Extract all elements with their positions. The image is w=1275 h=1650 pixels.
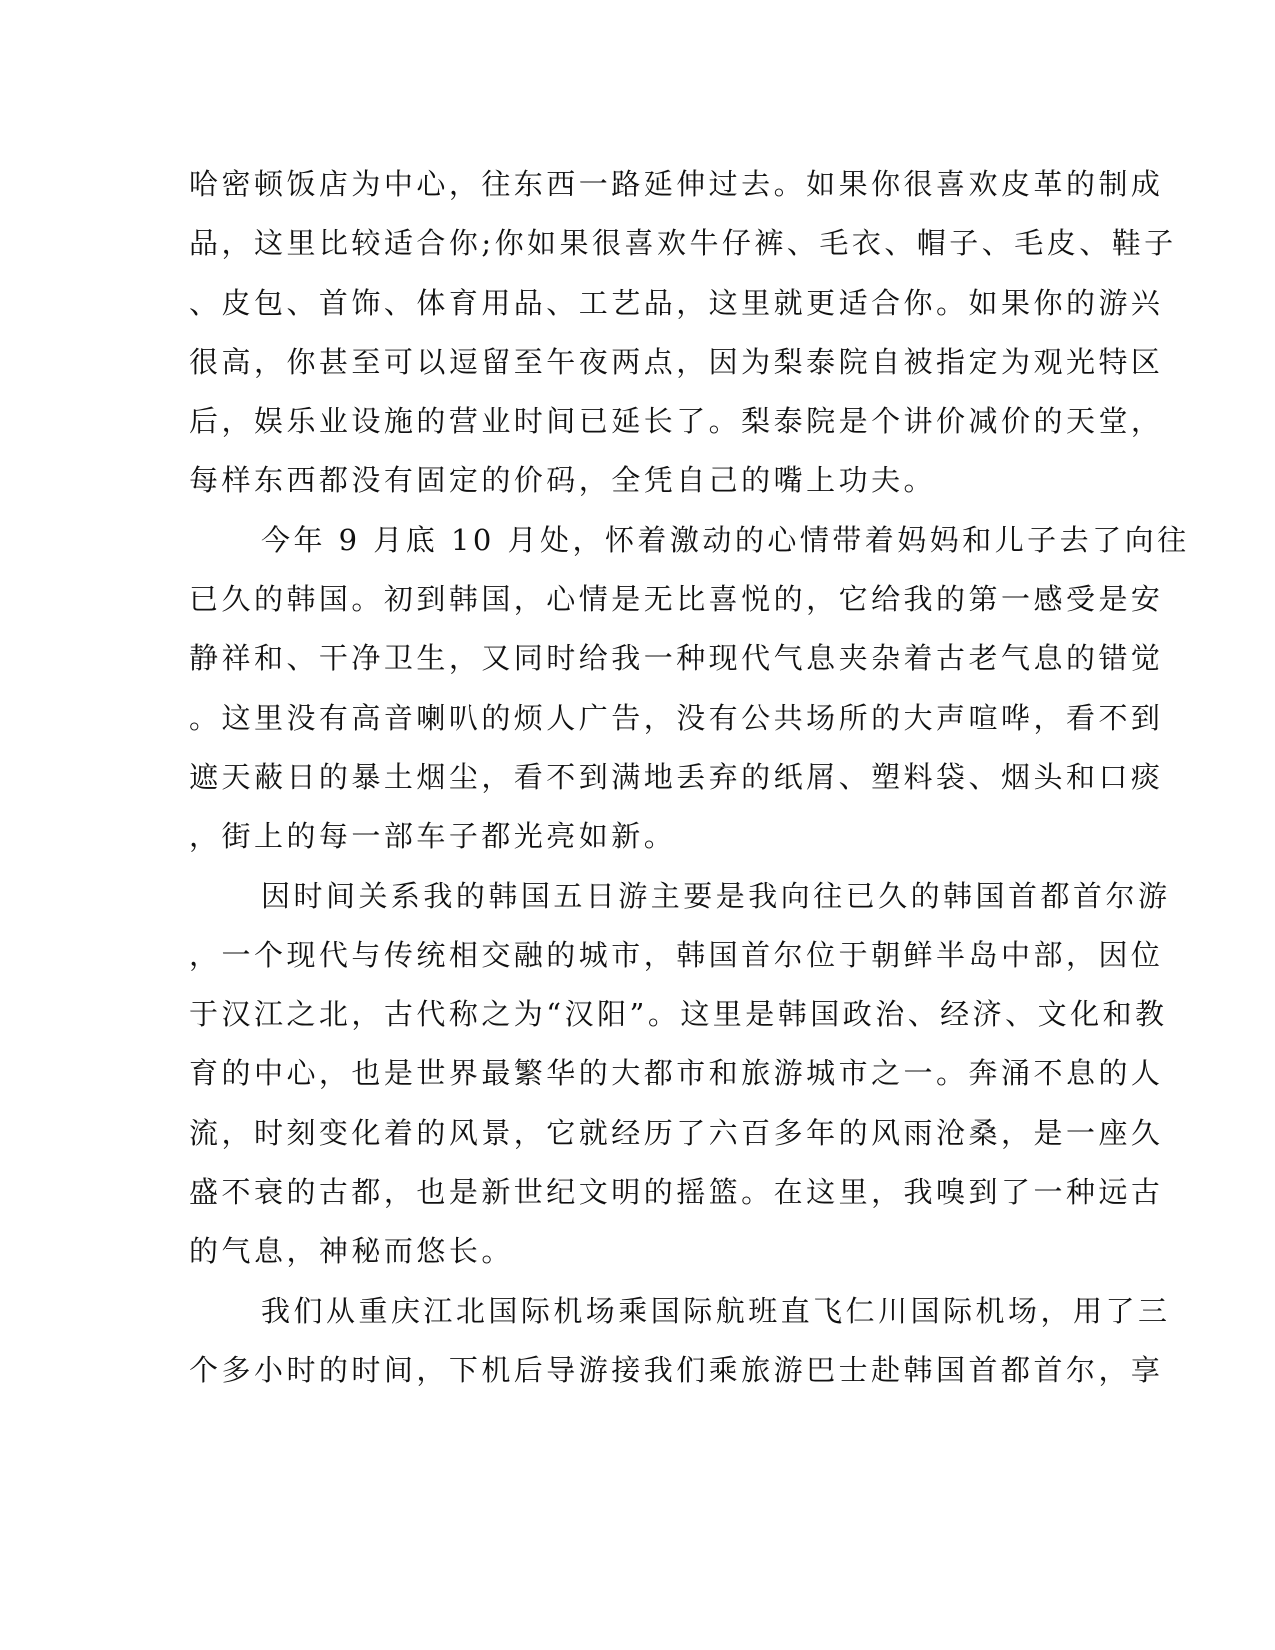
text-line: 已久的韩国。初到韩国，心情是无比喜悦的，它给我的第一感受是安 — [189, 582, 1164, 617]
text-line: 我们从重庆江北国际机场乘国际航班直飞仁川国际机场，用了三 — [261, 1293, 1171, 1328]
text-line: 静祥和、干净卫生，又同时给我一种现代气息夹杂着古老气息的错觉 — [189, 641, 1164, 676]
paragraph — [189, 867, 1171, 1282]
paragraph — [189, 1282, 1171, 1401]
text-line: 品，这里比较适合你;你如果很喜欢牛仔裤、毛衣、帽子、毛皮、鞋子 — [189, 226, 1177, 261]
paragraph — [189, 155, 1177, 511]
text-line: 。这里没有高音喇叭的烦人广告，没有公共场所的大声喧哗，看不到 — [189, 700, 1164, 735]
text-line: 每样东西都没有固定的价码，全凭自己的嘴上功夫。 — [189, 463, 937, 498]
paragraph — [189, 511, 1190, 867]
document-body — [189, 155, 1190, 1400]
text-line: ，一个现代与传统相交融的城市，韩国首尔位于朝鲜半岛中部，因位 — [189, 937, 1164, 972]
text-line: 盛不衰的古都，也是新世纪文明的摇篮。在这里，我嗅到了一种远古 — [189, 1175, 1164, 1210]
text-line: 今年 9 月底 10 月处，怀着激动的心情带着妈妈和儿子去了向往 — [261, 522, 1190, 557]
text-line: 很高，你甚至可以逗留至午夜两点，因为梨泰院自被指定为观光特区 — [189, 344, 1164, 379]
text-line: 于汉江之北，古代称之为“汉阳”。这里是韩国政治、经济、文化和教 — [189, 997, 1168, 1032]
text-line: 因时间关系我的韩国五日游主要是我向往已久的韩国首都首尔游 — [261, 878, 1171, 913]
text-line: 遮天蔽日的暴土烟尘，看不到满地丢弃的纸屑、塑料袋、烟头和口痰 — [189, 759, 1164, 794]
text-line: 、皮包、首饰、体育用品、工艺品，这里就更适合你。如果你的游兴 — [189, 285, 1164, 320]
text-line: 流，时刻变化着的风景，它就经历了六百多年的风雨沧桑，是一座久 — [189, 1115, 1164, 1150]
text-line: 育的中心，也是世界最繁华的大都市和旅游城市之一。奔涌不息的人 — [189, 1056, 1164, 1091]
text-line: 个多小时的时间，下机后导游接我们乘旅游巴士赴韩国首都首尔，享 — [189, 1352, 1164, 1387]
text-line: 的气息，神秘而悠长。 — [189, 1234, 514, 1269]
text-line: ，街上的每一部车子都光亮如新。 — [189, 819, 677, 854]
text-line: 哈密顿饭店为中心，往东西一路延伸过去。如果你很喜欢皮革的制成 — [189, 167, 1164, 201]
text-line: 后，娱乐业设施的营业时间已延长了。梨泰院是个讲价减价的天堂， — [189, 404, 1164, 439]
